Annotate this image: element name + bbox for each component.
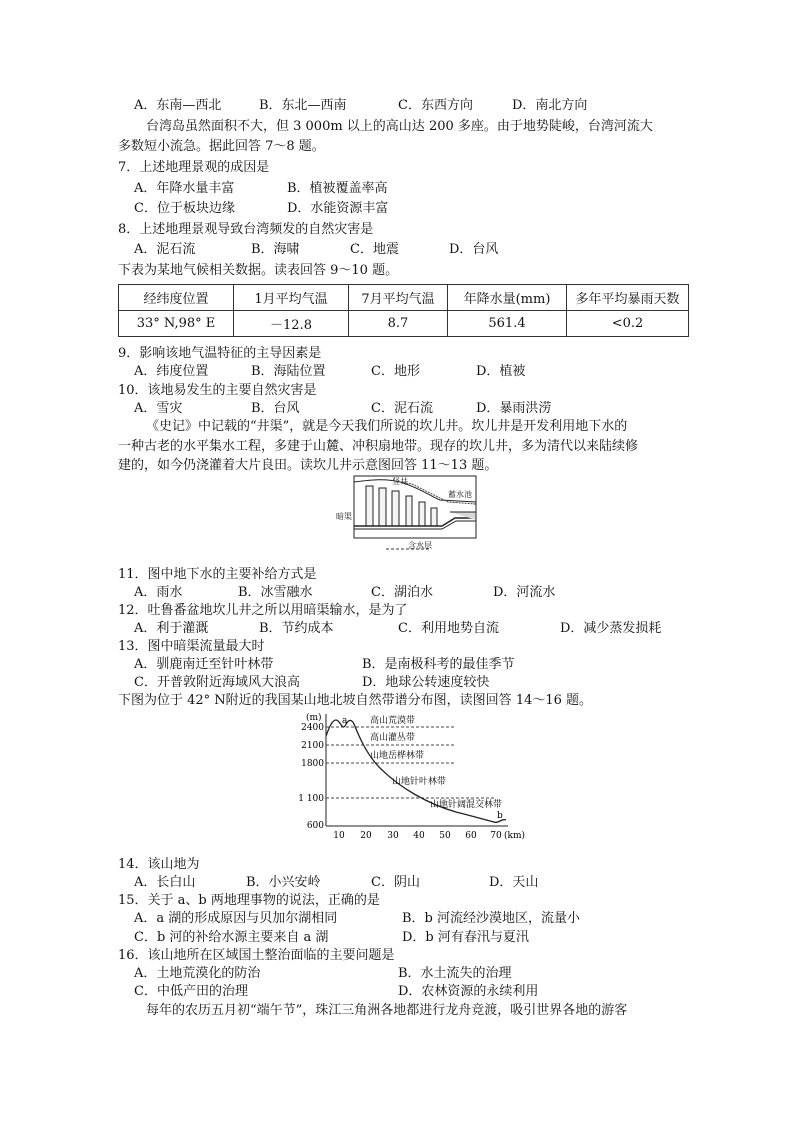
q10-option-b[interactable]: B．台风 — [251, 401, 300, 416]
x-axis-unit: (km) — [504, 831, 526, 841]
point-b-label: b — [497, 811, 503, 821]
q9-option-b[interactable]: B．海陆位置 — [251, 364, 326, 379]
label-shaft-well: 竖井 — [392, 477, 408, 486]
q15-option-d[interactable]: D．b 河有春汛与夏汛 — [402, 930, 529, 945]
y-tick-label: 2400 — [301, 723, 324, 733]
intro-9-10: 下表为某地气候相关数据。读表回答 9～10 题。 — [118, 263, 399, 278]
point-a-label: a — [342, 716, 348, 726]
intro-14-16: 下图为位于 42° N附近的我国某山地北坡自然带谱分布图，读图回答 14～16 题。 — [118, 693, 593, 708]
intro-7-8-line2: 多数短小流急。据此回答 7～8 题。 — [118, 139, 325, 154]
x-tick-label: 60 — [465, 831, 477, 841]
table-header: 7月平均气温 — [349, 285, 448, 311]
q9-stem: 9．影响该地气温特征的主导因素是 — [118, 346, 322, 361]
q13-stem: 13．图中暗渠流量最大时 — [118, 639, 265, 654]
y-tick-label: 600 — [306, 821, 324, 831]
q16-stem: 16．该山地所在区域国土整治面临的主要问题是 — [118, 948, 395, 963]
table-row — [119, 311, 689, 337]
q13-option-c[interactable]: C．开普敦附近海域风大浪高 — [134, 675, 300, 690]
q9-option-d[interactable]: D．植被 — [476, 364, 526, 379]
q16-option-c[interactable]: C．中低产田的治理 — [134, 984, 248, 999]
q11-option-c[interactable]: C．湖泊水 — [371, 585, 433, 600]
q12-option-b[interactable]: B．节约成本 — [259, 621, 334, 636]
y-tick-label: 1 100 — [298, 794, 324, 804]
table-cell: 8.7 — [349, 311, 448, 337]
q11-stem: 11．图中地下水的主要补给方式是 — [118, 567, 317, 582]
zone-label: 山地针叶林带 — [392, 777, 447, 787]
zone-label: 高山灌丛带 — [370, 733, 416, 743]
table-cell: －12.8 — [234, 311, 349, 337]
q13-option-d[interactable]: D．地球公转速度较快 — [362, 675, 490, 690]
q16-option-b[interactable]: B．水土流失的治理 — [398, 966, 512, 981]
q10-option-d[interactable]: D．暴雨洪涝 — [476, 401, 552, 416]
q14-stem: 14．该山地为 — [118, 857, 200, 872]
table-header: 年降水量(mm) — [448, 285, 567, 311]
q11-option-d[interactable]: D．河流水 — [493, 585, 556, 600]
q10-option-a[interactable]: A．雪灾 — [134, 401, 183, 416]
q8-stem: 8．上述地理景观导致台湾频发的自然灾害是 — [118, 222, 374, 237]
q16-option-a[interactable]: A．土地荒漠化的防治 — [134, 966, 261, 981]
q12-option-a[interactable]: A．利于灌溉 — [134, 621, 209, 636]
q15-option-c[interactable]: C．b 河的补给水源主要来自 a 湖 — [134, 930, 329, 945]
label-aquifer: 含水层 — [408, 541, 432, 550]
q8-option-c[interactable]: C．地震 — [350, 242, 399, 257]
table-cell: <0.2 — [567, 311, 689, 337]
q12-stem: 12．吐鲁番盆地坎儿井之所以用暗渠输水，是为了 — [118, 603, 408, 618]
x-tick-label: 20 — [360, 831, 372, 841]
q8-option-b[interactable]: B．海啸 — [251, 242, 300, 257]
intro-11-13-line2: 一种古老的水平集水工程，多建于山麓、冲积扇地带。现存的坎儿井，多为清代以来陆续修 — [118, 439, 639, 454]
intro-11-13-line3: 建的，如今仍浇灌着大片良田。读坎儿井示意图回答 11～13 题。 — [118, 458, 498, 473]
q6-option-b[interactable]: B．东北—西南 — [259, 98, 347, 113]
q6-option-d[interactable]: D．南北方向 — [512, 98, 588, 113]
q12-option-d[interactable]: D．减少蒸发损耗 — [560, 621, 662, 636]
zone-label: 山地岳桦林带 — [370, 751, 425, 761]
q13-option-a[interactable]: A．驯鹿南迁至针叶林带 — [134, 657, 274, 672]
q15-option-a[interactable]: A．a 湖的形成原因与贝加尔湖相同 — [134, 911, 338, 926]
q15-stem: 15．关于 a、b 两地理事物的说法，正确的是 — [118, 893, 380, 908]
intro-7-8-line1: 台湾岛虽然面积不大，但 3 000m 以上的高山达 200 多座。由于地势陡峻，台湾河流大 — [146, 119, 653, 134]
q8-option-d[interactable]: D．台风 — [449, 242, 499, 257]
y-tick-label: 1800 — [301, 759, 324, 769]
table-header: 1月平均气温 — [234, 285, 349, 311]
x-tick-label: 30 — [387, 831, 399, 841]
table-cell: 561.4 — [448, 311, 567, 337]
x-tick-label: 40 — [413, 831, 425, 841]
q7-option-b[interactable]: B．植被覆盖率高 — [287, 181, 388, 196]
q15-option-b[interactable]: B．b 河流经沙漠地区，流量小 — [402, 911, 581, 926]
q10-option-c[interactable]: C．泥石流 — [371, 401, 433, 416]
mountain-zone-diagram — [296, 708, 528, 844]
q14-option-a[interactable]: A．长白山 — [134, 875, 196, 890]
climate-table — [118, 284, 689, 337]
q6-option-a[interactable]: A．东南—西北 — [134, 98, 222, 113]
zone-label: 山地针阔混交林带 — [430, 800, 503, 810]
q12-option-c[interactable]: C．利用地势自流 — [398, 621, 499, 636]
tail-paragraph: 每年的农历五月初“端午节”，珠江三角洲各地都进行龙舟竞渡，吸引世界各地的游客 — [146, 1003, 628, 1018]
intro-11-13-line1: 《史记》中记载的“井渠”，就是今天我们所说的坎儿井。坎儿井是开发利用地下水的 — [146, 419, 628, 434]
table-header: 经纬度位置 — [119, 285, 234, 311]
q8-option-a[interactable]: A．泥石流 — [134, 242, 196, 257]
label-storage-pool: 蓄水池 — [448, 490, 472, 499]
q10-stem: 10．该地易发生的主要自然灾害是 — [118, 383, 317, 398]
q14-option-d[interactable]: D．天山 — [489, 875, 539, 890]
q6-option-c[interactable]: C．东西方向 — [398, 98, 473, 113]
label-underground-canal: 暗渠 — [336, 512, 352, 521]
table-header: 多年平均暴雨天数 — [567, 285, 689, 311]
table-header-row — [119, 285, 689, 311]
x-tick-label: 70 — [490, 831, 502, 841]
q16-option-d[interactable]: D．农林资源的永续利用 — [398, 984, 539, 999]
y-axis-unit: (m) — [306, 713, 322, 723]
q7-option-d[interactable]: D．水能资源丰富 — [287, 201, 389, 216]
x-tick-label: 50 — [439, 831, 451, 841]
x-tick-label: 10 — [333, 831, 345, 841]
q14-option-c[interactable]: C．阴山 — [371, 875, 420, 890]
q7-stem: 7．上述地理景观的成因是 — [118, 160, 270, 175]
q14-option-b[interactable]: B．小兴安岭 — [246, 875, 321, 890]
q9-option-a[interactable]: A．纬度位置 — [134, 364, 209, 379]
q9-option-c[interactable]: C．地形 — [371, 364, 420, 379]
table-cell: 33° N,98° E — [119, 311, 234, 337]
q11-option-a[interactable]: A．雨水 — [134, 585, 183, 600]
q7-option-a[interactable]: A．年降水量丰富 — [134, 181, 235, 196]
zone-label: 高山荒漠带 — [370, 716, 416, 726]
q11-option-b[interactable]: B．冰雪融水 — [238, 585, 313, 600]
q13-option-b[interactable]: B．是南极科考的最佳季节 — [362, 657, 515, 672]
y-tick-label: 2100 — [301, 741, 324, 751]
q7-option-c[interactable]: C．位于板块边缘 — [134, 201, 235, 216]
